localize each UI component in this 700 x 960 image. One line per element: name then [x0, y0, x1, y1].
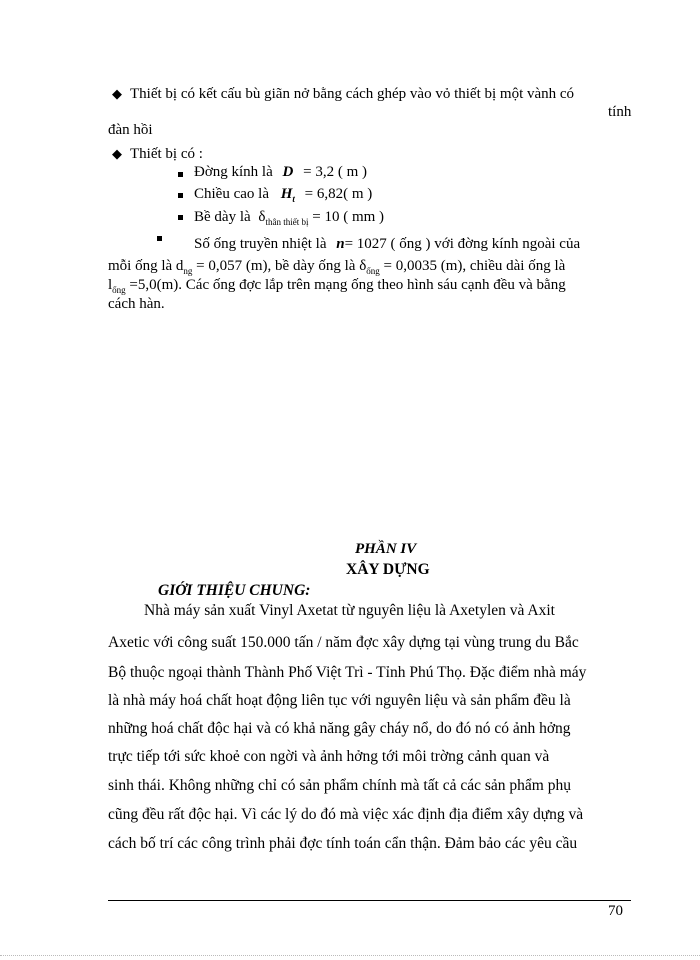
spec-tubes: Số ống truyền nhiệt là n= 1027 ( ống ) với đờng kính ngoài của — [194, 236, 581, 252]
body-line: Bộ thuộc ngoại thành Thành Phố Việt Trì - Tỉnh Phú Thọ. Đặc điểm nhà máy — [108, 664, 587, 681]
diamond-bullet-icon: ◆ — [112, 146, 122, 161]
body-line: những hoá chất độc hại và có khả năng gây cháy nổ, do đó nó có ảnh hởng — [108, 720, 571, 737]
bullet-text-line: Thiết bị có kết cấu bù giãn nở bằng cách ghép vào vỏ thiết bị một vành có — [130, 86, 575, 102]
spec-paragraph-line: cách hàn. — [108, 296, 165, 312]
footer-rule — [108, 900, 631, 901]
spec-diameter: Đờng kính là D = 3,2 ( m ) — [194, 164, 367, 180]
page-number: 70 — [608, 903, 623, 919]
body-line: Axetic với công suất 150.000 tấn / năm đợc xây dựng tại vùng trung du Bắc — [108, 634, 579, 651]
part-heading: PHẦN IV — [355, 541, 417, 557]
body-line: trực tiếp tới sức khoẻ con ngời và ảnh hởng tới môi trờng cảnh quan và — [108, 748, 550, 765]
body-line: là nhà máy hoá chất hoạt động liên tục với nguyên liệu và sản phẩm đều là — [108, 692, 571, 709]
spec-height: Chiều cao là $H_t = 6,82$( m ) — [194, 186, 373, 204]
body-line: cách bố trí các công trình phải đợc tính toán cẩn thận. Đảm bảo các yêu cầu — [108, 835, 578, 852]
spec-paragraph-line: $l_{ống} =5,0(m)$. Các ống đợc lắp trên mạng ống theo hình sáu cạnh đều và bằng — [108, 277, 566, 295]
square-bullet-icon — [157, 236, 162, 241]
square-bullet-icon — [178, 215, 183, 220]
bullet-text-line: đàn hồi — [108, 122, 153, 138]
body-line: sinh thái. Không những chỉ có sản phẩm chính mà tất cả các sản phẩm phụ — [108, 777, 571, 794]
square-bullet-icon — [178, 193, 183, 198]
spec-paragraph-line: mỗi ống là $d_{ng} = 0,057$ (m), bề dày ống là $\delta_{ống} = 0,0035$ (m), chiều dài ống là — [108, 258, 566, 276]
intro-heading: GIỚI THIỆU CHUNG: — [158, 582, 311, 599]
section-title: XÂY DỰNG — [346, 561, 430, 578]
spec-thickness: Bề dày là $\delta_{thân thiết bị} = 10$ ( mm ) — [194, 209, 385, 227]
body-line: cũng đều rất độc hại. Vì các lý do đó mà việc xác định địa điểm xây dựng và — [108, 806, 584, 823]
diamond-bullet-icon: ◆ — [112, 86, 122, 101]
body-line: Nhà máy sản xuất Vinyl Axetat từ nguyên liệu là Axetylen và Axit — [144, 602, 555, 619]
page-edge-divider — [0, 955, 700, 956]
bullet-text: Thiết bị có : — [130, 146, 203, 162]
bullet-text-line: tính — [608, 104, 632, 120]
square-bullet-icon — [178, 172, 183, 177]
